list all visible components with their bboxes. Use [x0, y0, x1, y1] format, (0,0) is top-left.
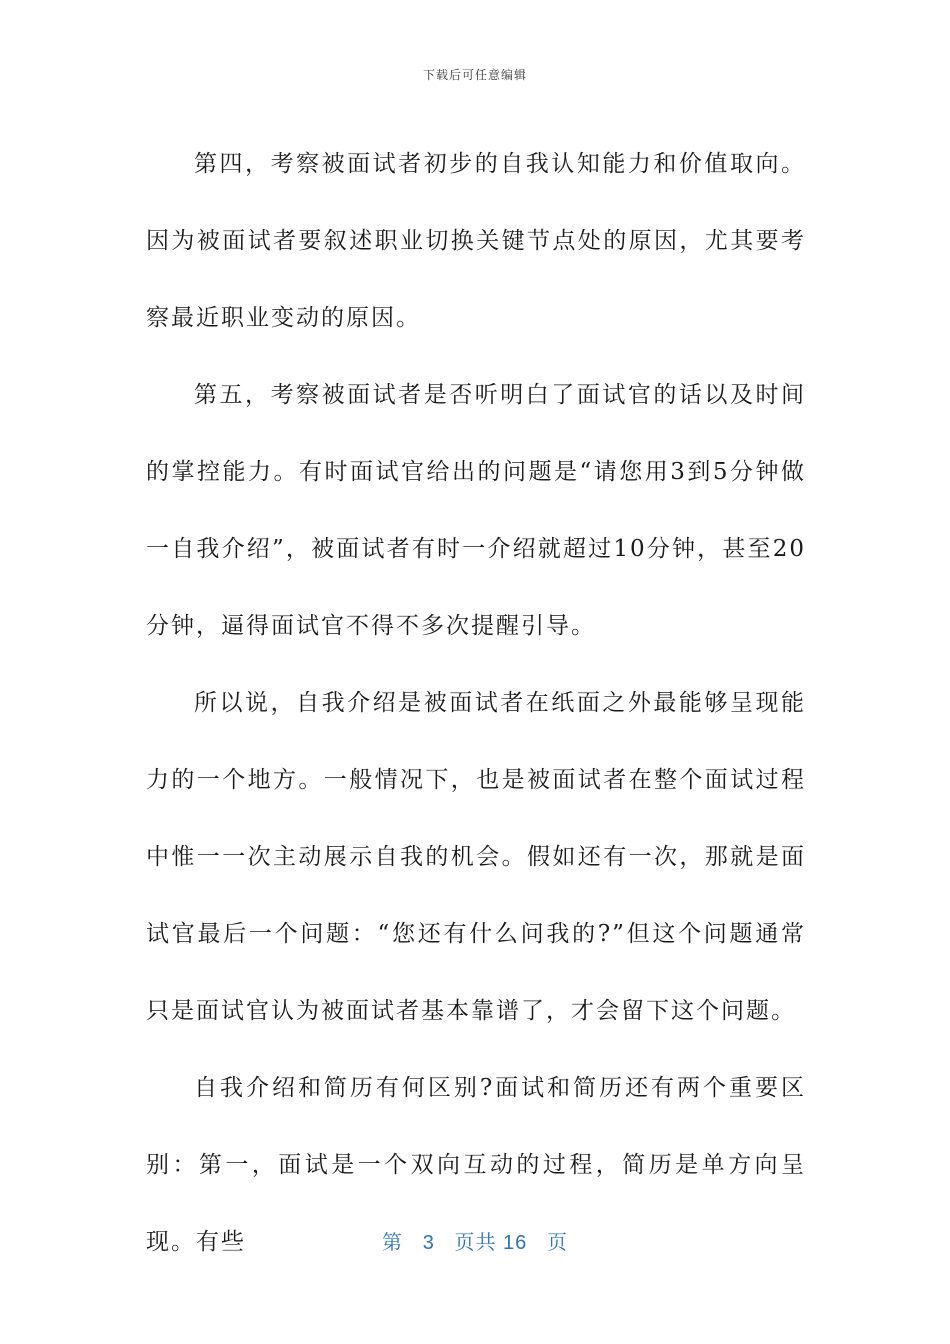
- paragraph-3: 所以说，自我介绍是被面试者在纸面之外最能够呈现能力的一个地方。一般情况下，也是被面试者在整个面试过程中惟一一次主动展示自我的机会。假如还有一次，那就是面试官最后一个问题：“您还有什么问我的?”但这个问题通常只是面试官认为被面试者基本靠谱了，才会留下这个问题。: [146, 690, 806, 1024]
- page-middle: 页共: [454, 1232, 497, 1254]
- header-note: 下载后可任意编辑: [422, 68, 527, 82]
- page-suffix: 页: [546, 1232, 568, 1254]
- document-body: [146, 126, 806, 1281]
- page-footer: [0, 1226, 950, 1255]
- current-page-number: 3: [422, 1232, 435, 1254]
- paragraph-4: 自我介绍和简历有何区别?面试和简历还有两个重要区别：第一，面试是一个双向互动的过程，简历是单方向呈现。有些: [146, 1075, 806, 1255]
- total-pages-number: 16: [503, 1232, 528, 1254]
- paragraph-2: 第五，考察被面试者是否听明白了面试官的话以及时间的掌控能力。有时面试官给出的问题是“请您用3到5分钟做一自我介绍”，被面试者有时一介绍就超过10分钟，甚至20分钟，逼得面试官不得不多次提醒引导。: [146, 382, 806, 639]
- page-prefix: 第: [382, 1232, 404, 1254]
- paragraph-1: 第四，考察被面试者初步的自我认知能力和价值取向。因为被面试者要叙述职业切换关键节点处的原因，尤其要考察最近职业变动的原因。: [146, 151, 806, 331]
